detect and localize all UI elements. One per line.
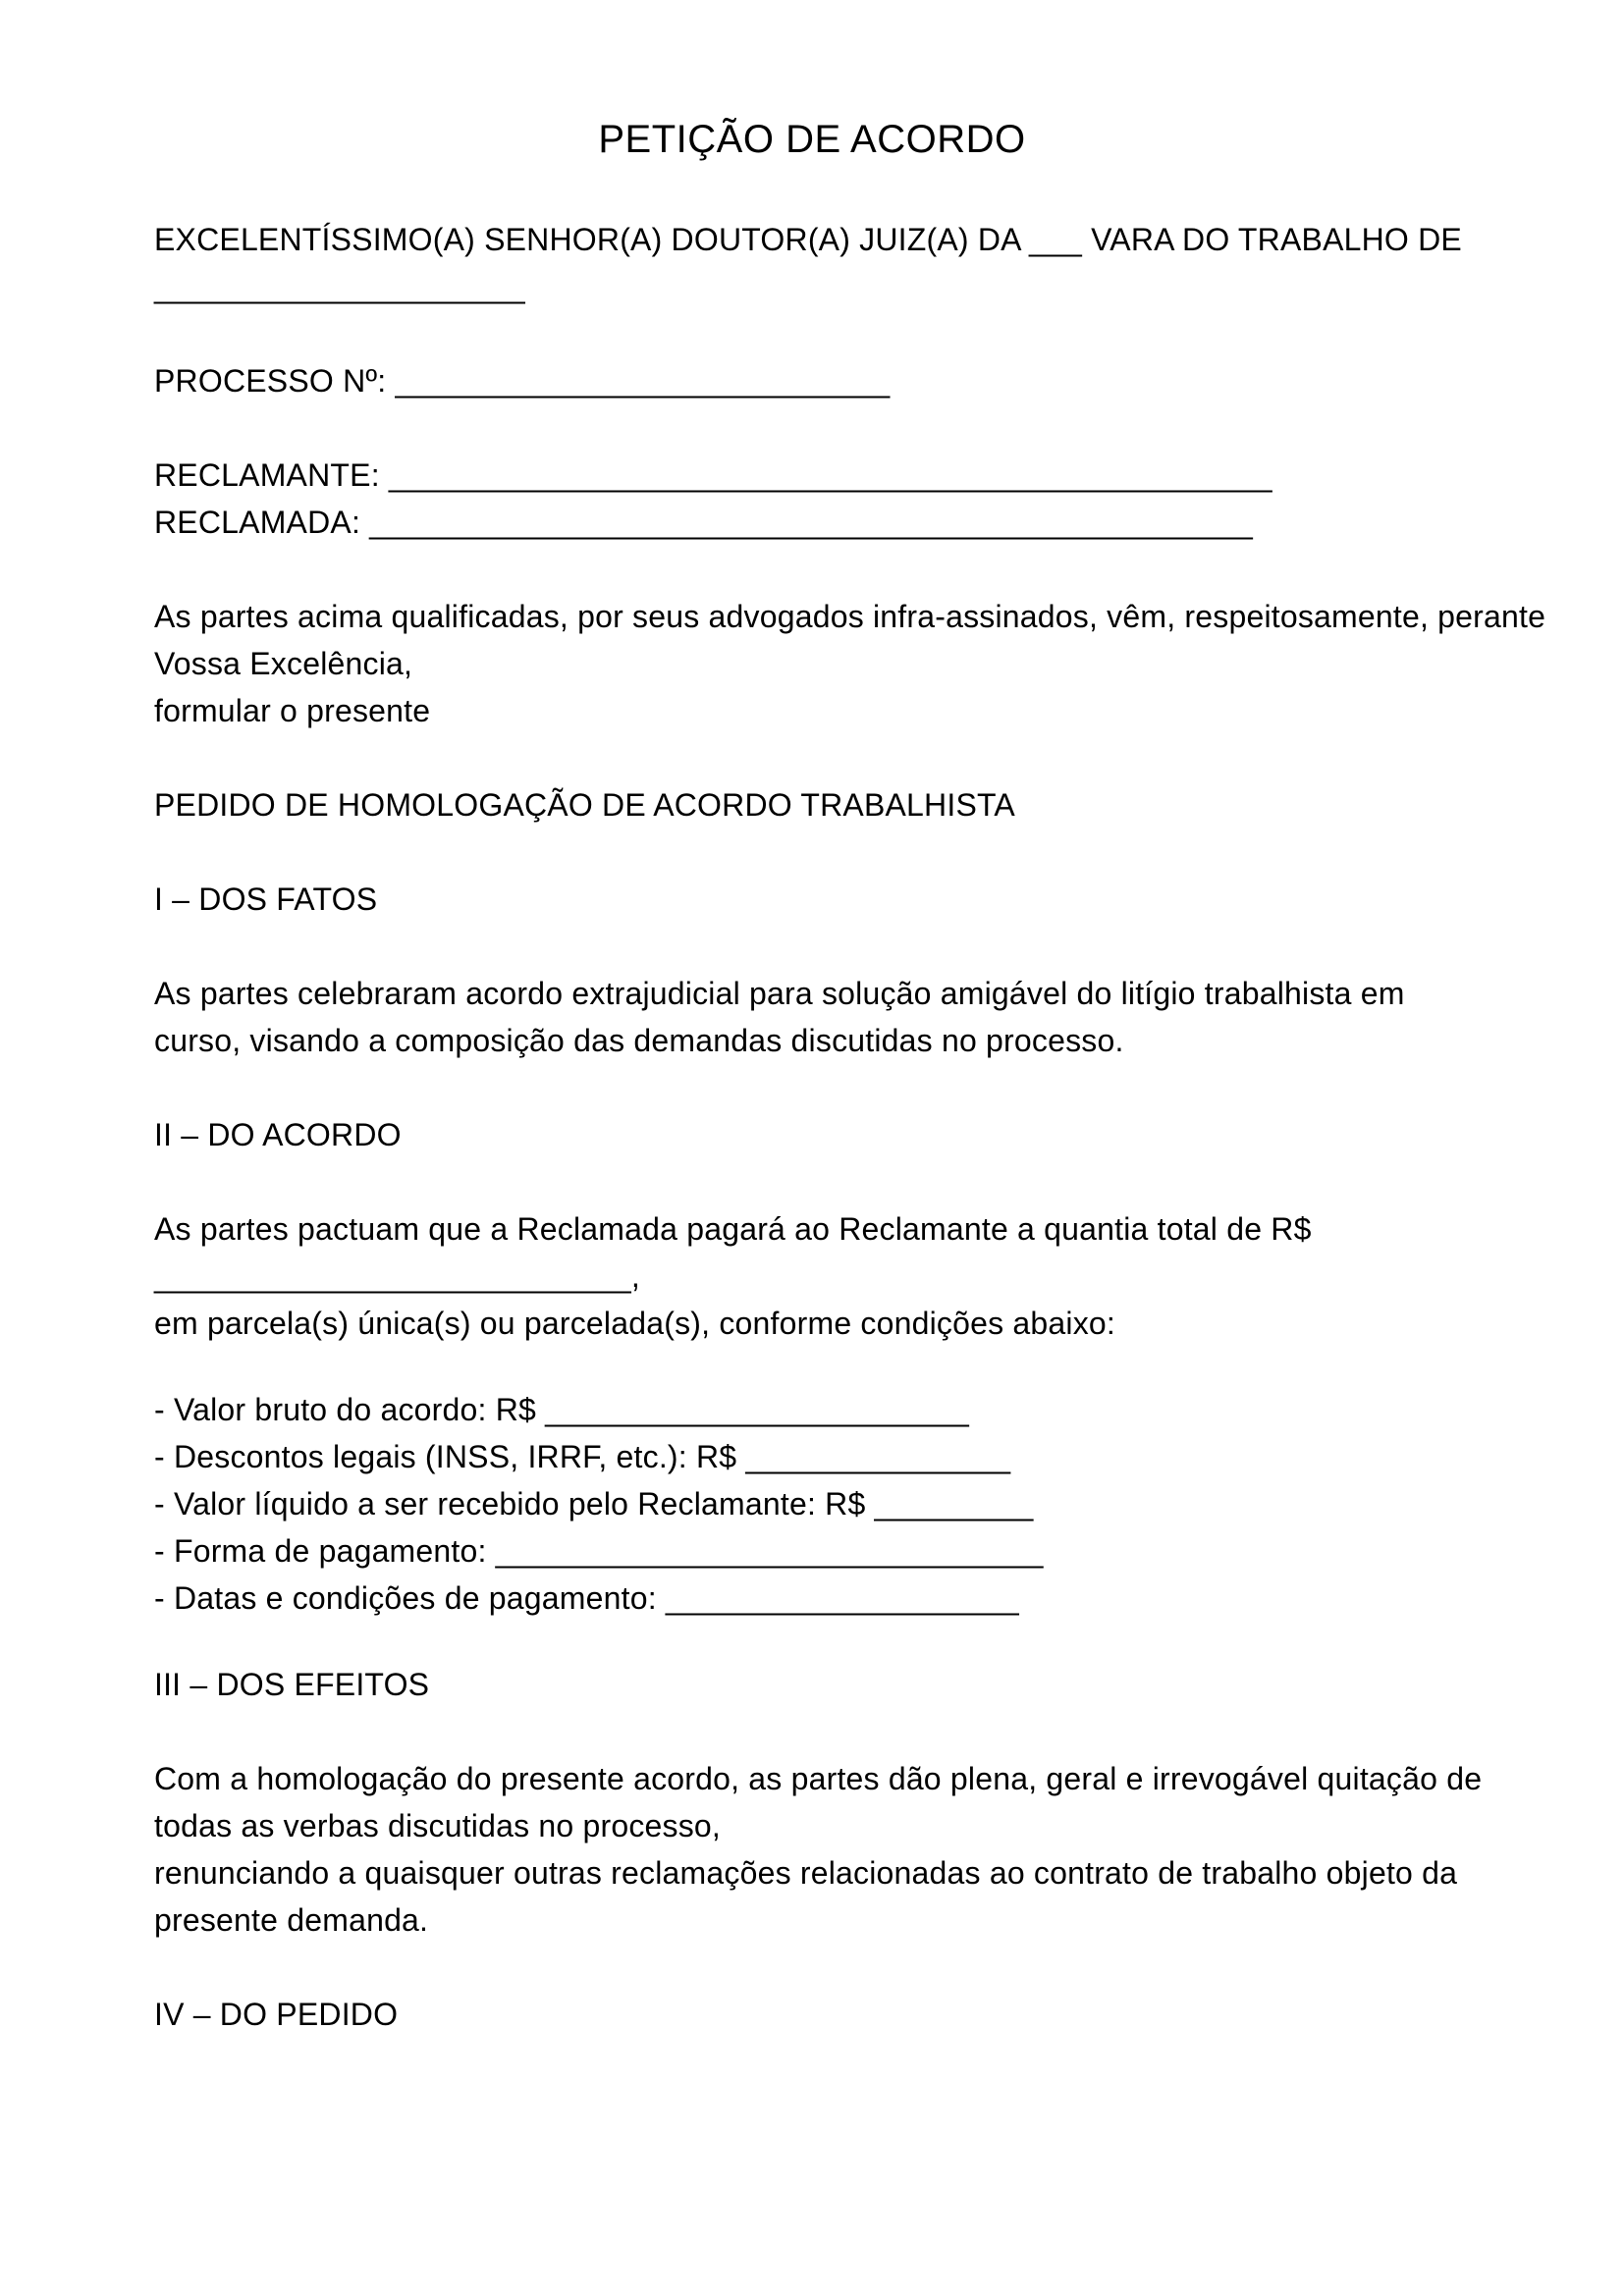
section-2-heading: II – DO ACORDO <box>154 1117 402 1152</box>
addressing-blank-fill-line: _____________________ <box>154 269 525 304</box>
section-1-heading: I – DOS FATOS <box>154 881 378 917</box>
section-2-body-paragraph <box>154 1205 1470 1347</box>
facts-line-1: As partes celebraram acordo extrajudicial para solução amigável do litígio trabalhista em <box>154 976 1405 1011</box>
agreement-item-payment-method: - Forma de pagamento: _______________________________ <box>154 1533 1044 1569</box>
effects-line-2: todas as verbas discutidas no processo, <box>154 1808 722 1843</box>
agreement-item-payment-dates: - Datas e condições de pagamento: ____________________ <box>154 1580 1019 1616</box>
section-3-heading-paragraph <box>154 1661 1470 1708</box>
section-4-heading: IV – DO PEDIDO <box>154 1997 399 2032</box>
effects-line-3: renunciando a quaisquer outras reclamações relacionadas ao contrato de trabalho objeto da <box>154 1855 1458 1891</box>
agreement-item-gross-value: - Valor bruto do acordo: R$ ________________________ <box>154 1392 970 1427</box>
preamble-line-1: As partes acima qualificadas, por seus advogados infra-assinados, vêm, respeitosamente, perante <box>154 599 1546 634</box>
claimant-line: RECLAMANTE: __________________________________________________ <box>154 457 1272 493</box>
effects-line-4: presente demanda. <box>154 1902 429 1938</box>
section-4-heading-paragraph <box>154 1991 1470 2038</box>
section-2-heading-paragraph <box>154 1111 1470 1158</box>
process-number-line: PROCESSO Nº: ____________________________ <box>154 363 891 399</box>
process-number-paragraph <box>154 357 1470 404</box>
addressing-line: EXCELENTÍSSIMO(A) SENHOR(A) DOUTOR(A) JUIZ(A) DA ___ VARA DO TRABALHO DE <box>154 222 1462 257</box>
agreement-blank-fill-line: ___________________________, <box>154 1258 641 1294</box>
section-1-body-paragraph <box>154 970 1470 1064</box>
section-1-heading-paragraph <box>154 876 1470 923</box>
agreement-item-net-value: - Valor líquido a ser recebido pelo Reclamante: R$ _________ <box>154 1486 1034 1522</box>
document-title: PETIÇÃO DE ACORDO <box>598 118 1026 161</box>
section-3-body-paragraph <box>154 1755 1483 1944</box>
parties-paragraph <box>154 452 1470 546</box>
agreement-line-3: em parcela(s) única(s) ou parcelada(s), conforme condições abaixo: <box>154 1306 1115 1341</box>
preamble-line-3: formular o presente <box>154 693 431 728</box>
agreement-item-legal-discounts: - Descontos legais (INSS, IRRF, etc.): R$ _______________ <box>154 1439 1011 1474</box>
preamble-line-2: Vossa Excelência, <box>154 646 413 681</box>
defendant-line: RECLAMADA: __________________________________________________ <box>154 505 1253 540</box>
agreement-line-1: As partes pactuam que a Reclamada pagará ao Reclamante a quantia total de R$ <box>154 1211 1312 1247</box>
agreement-items-paragraph <box>154 1386 1470 1622</box>
effects-line-1: Com a homologação do presente acordo, as partes dão plena, geral e irrevogável quitação de <box>154 1761 1483 1796</box>
addressing-paragraph <box>154 216 1470 310</box>
petition-title-paragraph <box>154 781 1470 828</box>
facts-line-2: curso, visando a composição das demandas discutidas no processo. <box>154 1023 1124 1058</box>
petition-title-line: PEDIDO DE HOMOLOGAÇÃO DE ACORDO TRABALHISTA <box>154 787 1015 823</box>
section-3-heading: III – DOS EFEITOS <box>154 1667 430 1702</box>
preamble-paragraph <box>154 593 1546 734</box>
